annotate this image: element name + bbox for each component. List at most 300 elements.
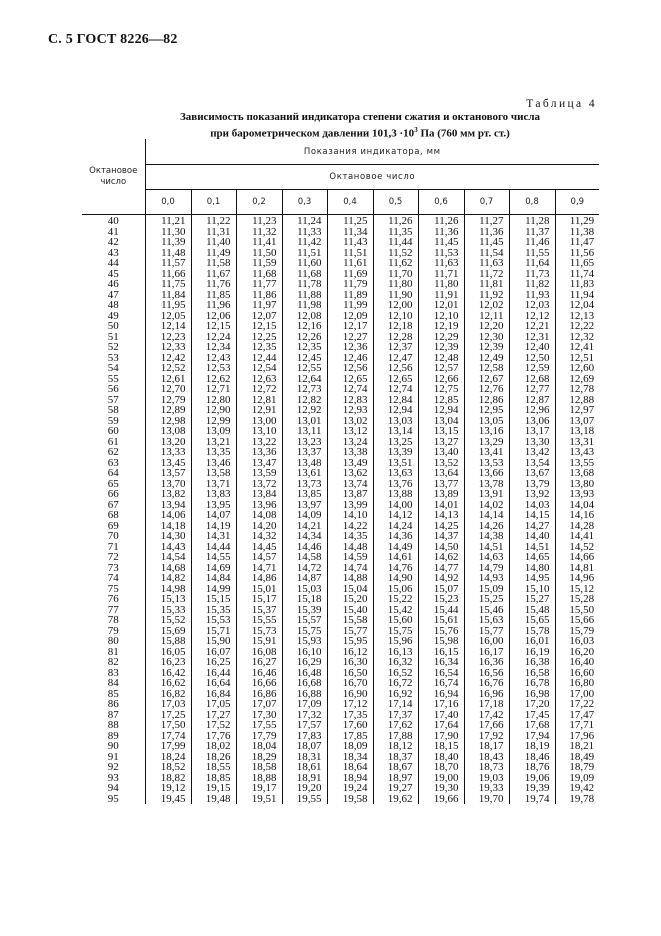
value-cell: 13,30 (509, 437, 555, 448)
value-cell: 14,48 (327, 542, 373, 553)
octane-cell: 64 (82, 468, 145, 479)
value-cell: 12,27 (327, 332, 373, 343)
value-cell: 14,40 (509, 531, 555, 542)
value-cell: 14,71 (236, 563, 282, 574)
value-cell: 14,76 (373, 563, 418, 574)
value-cell: 13,20 (145, 437, 191, 448)
value-cell: 13,71 (191, 479, 236, 490)
caption-line-2-prefix: при барометрическом давлении 101,3 ·10 (210, 127, 415, 140)
value-cell: 12,55 (282, 363, 327, 374)
value-cell: 17,74 (145, 731, 191, 742)
octane-cell: 45 (82, 269, 145, 280)
value-cell: 12,46 (327, 353, 373, 364)
value-cell: 19,30 (418, 783, 464, 794)
octane-cell: 91 (82, 752, 145, 763)
octane-cell: 90 (82, 741, 145, 752)
table-row (82, 773, 599, 784)
value-cell: 11,70 (373, 269, 418, 280)
value-cell: 12,10 (373, 311, 418, 322)
value-cell: 13,17 (509, 426, 555, 437)
value-cell: 14,20 (236, 521, 282, 532)
value-cell: 17,96 (569, 729, 595, 742)
table-row (82, 215, 599, 227)
value-cell: 11,56 (569, 246, 595, 259)
value-cell: 13,58 (191, 468, 236, 479)
value-cell: 13,08 (145, 426, 191, 437)
value-cell: 12,88 (569, 393, 595, 406)
table-row (82, 563, 599, 574)
value-cell: 11,46 (509, 237, 555, 248)
value-cell: 12,16 (282, 321, 327, 332)
value-cell: 15,44 (418, 605, 464, 616)
value-cell: 11,35 (373, 227, 418, 238)
value-cell: 12,51 (569, 351, 595, 364)
value-cell: 11,34 (327, 227, 373, 238)
value-cell: 11,24 (282, 215, 327, 227)
value-cell: 12,84 (373, 395, 418, 406)
value-cell: 13,43 (569, 446, 595, 458)
value-cell: 12,44 (236, 353, 282, 364)
table-row (82, 794, 599, 805)
value-cell: 16,94 (418, 689, 464, 700)
octane-cell: 77 (82, 605, 145, 616)
value-cell: 16,30 (327, 657, 373, 668)
value-cell: 16,82 (145, 689, 191, 700)
value-cell: 13,27 (418, 437, 464, 448)
value-cell: 12,08 (282, 311, 327, 322)
value-cell: 14,69 (191, 563, 236, 574)
table-row (82, 741, 599, 752)
value-cell: 19,62 (373, 794, 418, 805)
value-cell: 19,48 (191, 794, 236, 805)
value-cell: 12,73 (282, 384, 327, 395)
value-cell: 12,94 (418, 405, 464, 416)
value-cell: 11,33 (282, 227, 327, 238)
value-cell: 17,03 (145, 699, 191, 710)
value-cell: 12,04 (569, 299, 595, 311)
value-cell: 13,64 (418, 468, 464, 479)
value-cell: 12,05 (145, 311, 191, 322)
value-cell: 11,21 (145, 215, 191, 227)
value-cell: 13,88 (373, 489, 418, 500)
octane-cell: 65 (82, 479, 145, 490)
value-cell: 17,37 (373, 710, 418, 721)
value-cell: 16,88 (282, 689, 327, 700)
value-cell: 13,10 (236, 426, 282, 437)
value-cell: 11,94 (569, 288, 595, 301)
value-cell: 11,62 (373, 258, 418, 269)
table-row (82, 762, 599, 773)
value-cell: 14,07 (191, 510, 236, 521)
value-cell: 14,80 (509, 563, 555, 574)
value-cell: 15,46 (464, 605, 509, 616)
value-cell: 11,69 (327, 269, 373, 280)
value-cell: 17,68 (509, 720, 555, 731)
value-cell: 14,62 (418, 552, 464, 563)
value-cell: 14,02 (464, 500, 509, 511)
table-row (82, 510, 599, 521)
value-cell: 12,83 (327, 395, 373, 406)
value-cell: 17,42 (464, 710, 509, 721)
table-row (82, 531, 599, 542)
value-cell: 15,12 (569, 582, 595, 595)
value-cell: 16,84 (191, 689, 236, 700)
value-cell: 12,71 (191, 384, 236, 395)
value-cell: 11,68 (282, 269, 327, 280)
value-cell: 12,15 (191, 321, 236, 332)
value-cell: 14,01 (418, 500, 464, 511)
table-row (82, 668, 599, 679)
value-cell: 12,23 (145, 332, 191, 343)
value-cell: 17,52 (191, 720, 236, 731)
table-row (82, 384, 599, 395)
value-cell: 11,72 (464, 269, 509, 280)
value-cell: 13,01 (282, 416, 327, 427)
value-cell: 18,37 (373, 752, 418, 763)
value-cell: 11,52 (373, 248, 418, 259)
value-cell: 17,25 (145, 710, 191, 721)
value-cell: 15,75 (373, 626, 418, 637)
value-cell: 13,14 (373, 426, 418, 437)
value-cell: 14,15 (509, 510, 555, 521)
table-row (82, 342, 599, 353)
table-row (82, 405, 599, 416)
value-cell: 13,04 (418, 416, 464, 427)
value-cell: 15,48 (509, 605, 555, 616)
value-cell: 19,70 (464, 794, 509, 805)
value-cell: 17,55 (236, 720, 282, 731)
octane-cell: 41 (82, 227, 145, 238)
value-cell: 12,67 (464, 374, 509, 385)
value-cell: 19,12 (145, 783, 191, 794)
value-cell: 12,80 (191, 395, 236, 406)
value-cell: 11,45 (418, 237, 464, 248)
value-cell: 12,79 (145, 395, 191, 406)
value-cell: 17,71 (569, 719, 595, 731)
value-cell: 17,47 (569, 708, 595, 721)
value-cell: 12,49 (464, 353, 509, 364)
value-cell: 14,72 (282, 563, 327, 574)
value-cell: 19,06 (509, 773, 555, 784)
value-cell: 16,90 (327, 689, 373, 700)
value-cell: 16,52 (373, 668, 418, 679)
table-row (82, 353, 599, 364)
value-cell: 16,42 (145, 668, 191, 679)
octane-column-header: Октановое число (82, 139, 145, 215)
value-cell: 15,76 (418, 626, 464, 637)
value-cell: 11,63 (418, 258, 464, 269)
value-cell: 17,00 (569, 687, 595, 700)
value-cell: 17,50 (145, 720, 191, 731)
value-cell: 17,05 (191, 699, 236, 710)
value-cell: 11,45 (464, 237, 509, 248)
value-cell: 14,84 (191, 573, 236, 584)
value-cell: 16,58 (509, 668, 555, 679)
value-cell: 17,07 (236, 699, 282, 710)
value-cell: 18,04 (236, 741, 282, 752)
value-cell: 13,40 (418, 447, 464, 458)
value-cell: 18,34 (327, 752, 373, 763)
table-row (82, 269, 599, 280)
value-cell: 18,82 (145, 773, 191, 784)
value-cell: 17,12 (327, 699, 373, 710)
value-cell: 17,83 (282, 731, 327, 742)
value-cell: 14,58 (282, 552, 327, 563)
table-row (82, 447, 599, 458)
value-cell: 17,92 (464, 731, 509, 742)
value-cell: 12,32 (569, 330, 595, 343)
value-cell: 11,50 (236, 248, 282, 259)
value-cell: 18,91 (282, 773, 327, 784)
value-cell: 19,78 (569, 792, 595, 805)
table-row (82, 363, 599, 374)
octane-cell: 60 (82, 426, 145, 437)
value-cell: 13,00 (236, 416, 282, 427)
value-cell: 11,48 (145, 248, 191, 259)
octane-cell: 84 (82, 678, 145, 689)
value-cell: 11,54 (464, 248, 509, 259)
value-cell: 12,09 (327, 311, 373, 322)
value-cell: 11,91 (418, 290, 464, 301)
value-cell: 13,37 (282, 447, 327, 458)
value-cell: 14,66 (569, 551, 595, 563)
value-cell: 16,86 (236, 689, 282, 700)
value-cell: 13,78 (464, 479, 509, 490)
value-cell: 12,99 (191, 416, 236, 427)
value-cell: 18,40 (418, 752, 464, 763)
value-cell: 12,82 (282, 395, 327, 406)
caption-line-1: Зависимость показаний индикатора степени сжатия и октанового числа (179, 111, 541, 123)
value-cell: 13,49 (327, 458, 373, 469)
value-cell: 17,62 (373, 720, 418, 731)
value-cell: 11,61 (327, 258, 373, 269)
value-cell: 15,42 (373, 605, 418, 616)
value-cell: 17,09 (282, 699, 327, 710)
value-cell: 13,11 (282, 426, 327, 437)
octane-cell: 95 (82, 794, 145, 805)
value-cell: 11,42 (282, 237, 327, 248)
value-cell: 11,85 (191, 290, 236, 301)
value-cell: 16,48 (282, 668, 327, 679)
table-row (82, 248, 599, 259)
octane-cell: 89 (82, 731, 145, 742)
octane-cell: 75 (82, 584, 145, 595)
value-cell: 12,63 (236, 374, 282, 385)
value-cell: 16,13 (373, 647, 418, 658)
value-cell: 19,39 (509, 783, 555, 794)
table-row (82, 395, 599, 406)
table-row (82, 437, 599, 448)
value-cell: 11,37 (509, 227, 555, 238)
value-cell: 14,36 (373, 531, 418, 542)
value-cell: 11,36 (418, 227, 464, 238)
value-cell: 11,26 (418, 215, 464, 227)
octane-cell: 66 (82, 489, 145, 500)
value-cell: 12,12 (509, 311, 555, 322)
value-cell: 17,60 (327, 720, 373, 731)
value-cell: 11,25 (327, 215, 373, 227)
value-cell: 19,42 (569, 782, 595, 794)
value-cell: 13,57 (145, 468, 191, 479)
value-cell: 18,64 (327, 762, 373, 773)
value-cell: 14,24 (373, 521, 418, 532)
octane-cell: 87 (82, 710, 145, 721)
value-cell: 12,21 (509, 321, 555, 332)
value-cell: 19,51 (236, 794, 282, 805)
value-cell: 11,84 (145, 290, 191, 301)
value-cell: 18,55 (191, 762, 236, 773)
table-row (82, 227, 599, 238)
value-cell: 11,22 (191, 215, 236, 227)
value-cell: 15,98 (418, 636, 464, 647)
value-cell: 13,53 (464, 458, 509, 469)
table-row (82, 678, 599, 689)
value-cell: 11,93 (509, 290, 555, 301)
value-cell: 11,26 (373, 215, 418, 227)
value-cell: 17,99 (145, 741, 191, 752)
octane-cell: 54 (82, 363, 145, 374)
value-cell: 11,67 (191, 269, 236, 280)
octane-cell: 92 (82, 762, 145, 773)
octane-cell: 44 (82, 258, 145, 269)
value-cell: 11,38 (569, 225, 595, 238)
value-cell: 18,31 (282, 752, 327, 763)
value-cell: 13,18 (569, 425, 595, 437)
value-cell: 17,27 (191, 710, 236, 721)
value-cell: 14,45 (236, 542, 282, 553)
decimal-header: 0,6 (418, 190, 464, 215)
value-cell: 14,54 (145, 552, 191, 563)
value-cell: 16,70 (327, 678, 373, 689)
value-cell: 15,78 (509, 626, 555, 637)
value-cell: 12,68 (509, 374, 555, 385)
table-row (82, 731, 599, 742)
value-cell: 16,68 (282, 678, 327, 689)
value-cell: 12,95 (464, 405, 509, 416)
value-cell: 19,58 (327, 794, 373, 805)
value-cell: 13,07 (569, 414, 595, 427)
value-cell: 13,80 (569, 477, 595, 490)
value-cell: 16,19 (509, 647, 555, 658)
table-row (82, 657, 599, 668)
value-cell: 12,72 (236, 384, 282, 395)
value-cell: 12,29 (418, 332, 464, 343)
value-cell: 18,76 (509, 762, 555, 773)
octane-cell: 83 (82, 668, 145, 679)
value-cell: 12,77 (509, 384, 555, 395)
value-cell: 12,86 (464, 395, 509, 406)
value-cell: 11,88 (282, 290, 327, 301)
value-cell: 14,82 (145, 573, 191, 584)
table-row (82, 594, 599, 605)
value-cell: 14,51 (464, 542, 509, 553)
value-cell: 15,79 (569, 624, 595, 637)
value-cell: 13,87 (327, 489, 373, 500)
value-cell: 18,79 (569, 761, 595, 773)
value-cell: 11,60 (282, 258, 327, 269)
value-cell: 13,73 (282, 479, 327, 490)
value-cell: 13,96 (236, 500, 282, 511)
value-cell: 14,21 (282, 521, 327, 532)
value-cell: 14,59 (327, 552, 373, 563)
table-row (82, 332, 599, 343)
table-row (82, 458, 599, 469)
value-cell: 16,15 (418, 647, 464, 658)
value-cell: 19,20 (282, 783, 327, 794)
value-cell: 17,88 (373, 731, 418, 742)
value-cell: 13,09 (191, 426, 236, 437)
value-cell: 14,06 (145, 510, 191, 521)
value-cell: 11,90 (373, 290, 418, 301)
value-cell: 16,32 (373, 657, 418, 668)
value-cell: 13,16 (464, 426, 509, 437)
value-cell: 15,63 (464, 615, 509, 626)
value-cell: 11,32 (236, 227, 282, 238)
table-body (82, 215, 599, 805)
table-row (82, 479, 599, 490)
octane-cell: 78 (82, 615, 145, 626)
value-cell: 17,20 (509, 699, 555, 710)
value-cell: 16,20 (569, 645, 595, 658)
value-cell: 16,03 (569, 635, 595, 647)
value-cell: 17,30 (236, 710, 282, 721)
table-row (82, 584, 599, 595)
value-cell: 19,15 (191, 783, 236, 794)
value-cell: 12,02 (464, 300, 509, 311)
value-cell: 13,23 (282, 437, 327, 448)
value-cell: 16,78 (509, 678, 555, 689)
octane-cell: 62 (82, 447, 145, 458)
value-cell: 14,74 (327, 563, 373, 574)
value-cell: 14,63 (464, 552, 509, 563)
value-cell: 12,65 (327, 374, 373, 385)
value-cell: 18,73 (464, 762, 509, 773)
table-row (82, 416, 599, 427)
value-cell: 11,40 (191, 237, 236, 248)
value-cell: 16,08 (236, 647, 282, 658)
octane-cell: 61 (82, 437, 145, 448)
octane-cell: 51 (82, 332, 145, 343)
value-cell: 17,66 (464, 720, 509, 731)
value-cell: 11,27 (464, 215, 509, 227)
value-cell: 11,71 (418, 269, 464, 280)
table-row (82, 647, 599, 658)
value-cell: 12,75 (418, 384, 464, 395)
value-cell: 14,04 (569, 498, 595, 511)
decimal-header: 0,9 (555, 190, 599, 215)
table-row (82, 489, 599, 500)
value-cell: 13,42 (509, 447, 555, 458)
value-cell: 13,74 (327, 479, 373, 490)
value-cell: 16,44 (191, 668, 236, 679)
value-cell: 15,18 (282, 594, 327, 605)
value-cell: 12,98 (145, 416, 191, 427)
value-cell: 15,90 (191, 636, 236, 647)
value-cell: 12,91 (236, 405, 282, 416)
value-cell: 11,43 (327, 237, 373, 248)
value-cell: 18,09 (327, 741, 373, 752)
value-cell: 16,76 (464, 678, 509, 689)
value-cell: 12,24 (191, 332, 236, 343)
value-cell: 18,85 (191, 773, 236, 784)
value-cell: 12,81 (236, 395, 282, 406)
octane-cell: 88 (82, 720, 145, 731)
value-cell: 17,16 (418, 699, 464, 710)
value-cell: 15,60 (373, 615, 418, 626)
value-cell: 18,19 (509, 741, 555, 752)
value-cell: 15,10 (509, 584, 555, 595)
value-cell: 12,74 (327, 384, 373, 395)
